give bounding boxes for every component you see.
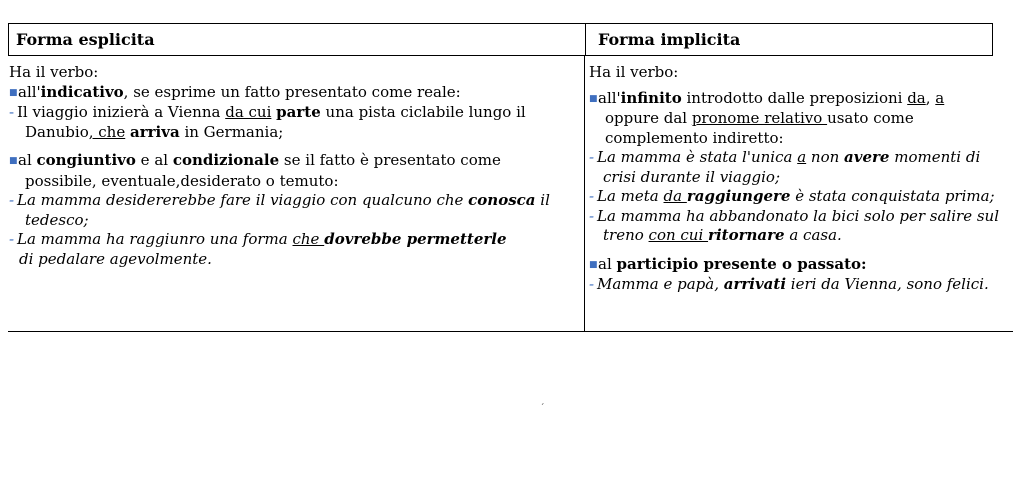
column-divider	[584, 56, 585, 332]
dash-marker-icon: -	[9, 230, 15, 248]
right-example-3-cont: treno con cui ritornare a casa.	[603, 226, 842, 244]
right-bullet-infinito-cont2: complemento indiretto:	[605, 128, 784, 147]
right-intro: Ha il verbo:	[589, 63, 679, 81]
right-bullet-infinito-cont: oppure dal pronome relativo usato come	[605, 109, 914, 127]
right-example-2: - La meta da raggiungere è stata conquistata prima;	[589, 187, 995, 205]
stray-mark: ´	[540, 404, 545, 414]
left-example-2-cont: tedesco;	[25, 210, 89, 229]
header-right-cell	[585, 23, 993, 56]
right-example-4: - Mamma e papà, arrivati ieri da Vienna, sono felici.	[589, 275, 989, 293]
left-example-1: - Il viaggio inizierà a Vienna da cui parte una pista ciclabile lungo il	[9, 103, 526, 121]
right-example-1: - La mamma è stata l'unica a non avere momenti di	[589, 148, 981, 166]
dash-marker-icon: -	[589, 148, 595, 166]
dash-marker-icon: -	[589, 275, 595, 293]
right-bullet-participio: ■al participio presente o passato:	[589, 255, 1019, 276]
dash-marker-icon: -	[9, 191, 15, 209]
left-intro: Ha il verbo:	[9, 63, 99, 81]
dash-marker-icon: -	[589, 187, 595, 205]
table-bottom-rule	[8, 331, 1013, 332]
right-example-3: - La mamma ha abbandonato la bici solo per salire sul	[589, 206, 1000, 225]
dash-marker-icon: -	[589, 206, 595, 225]
left-example-3: - La mamma ha raggiunro una forma che dovrebbe permetterle	[9, 230, 507, 248]
right-bullet-infinito: ■all'infinito introdotto dalle preposizioni da, a	[589, 89, 1019, 110]
header-left-cell	[8, 23, 586, 56]
left-bullet-congiuntivo: ■al congiuntivo e al condizionale se il fatto è presentato come	[9, 151, 583, 172]
square-bullet-icon: ■	[9, 156, 18, 166]
left-bullet-indicativo: ■all'indicativo, se esprime un fatto presentato come reale:	[9, 83, 583, 104]
square-bullet-icon: ■	[9, 87, 18, 98]
square-bullet-icon: ■	[589, 93, 598, 104]
left-example-2: - La mamma desidererebbe fare il viaggio con qualcuno che conosca il	[9, 191, 550, 209]
header-forma-implicita: Forma implicita	[598, 30, 741, 49]
left-example-1-cont: Danubio, che arriva in Germania;	[25, 122, 284, 141]
dash-marker-icon: -	[9, 103, 15, 121]
right-example-1-cont: crisi durante il viaggio;	[603, 167, 781, 186]
left-bullet-congiuntivo-cont: possibile, eventuale,desiderato o temuto:	[25, 171, 339, 190]
column-implicita	[589, 63, 1019, 295]
column-esplicita	[9, 63, 583, 269]
square-bullet-icon: ■	[589, 259, 598, 270]
left-example-3-cont: di pedalare agevolmente.	[19, 249, 212, 268]
header-forma-esplicita: Forma esplicita	[16, 30, 155, 49]
